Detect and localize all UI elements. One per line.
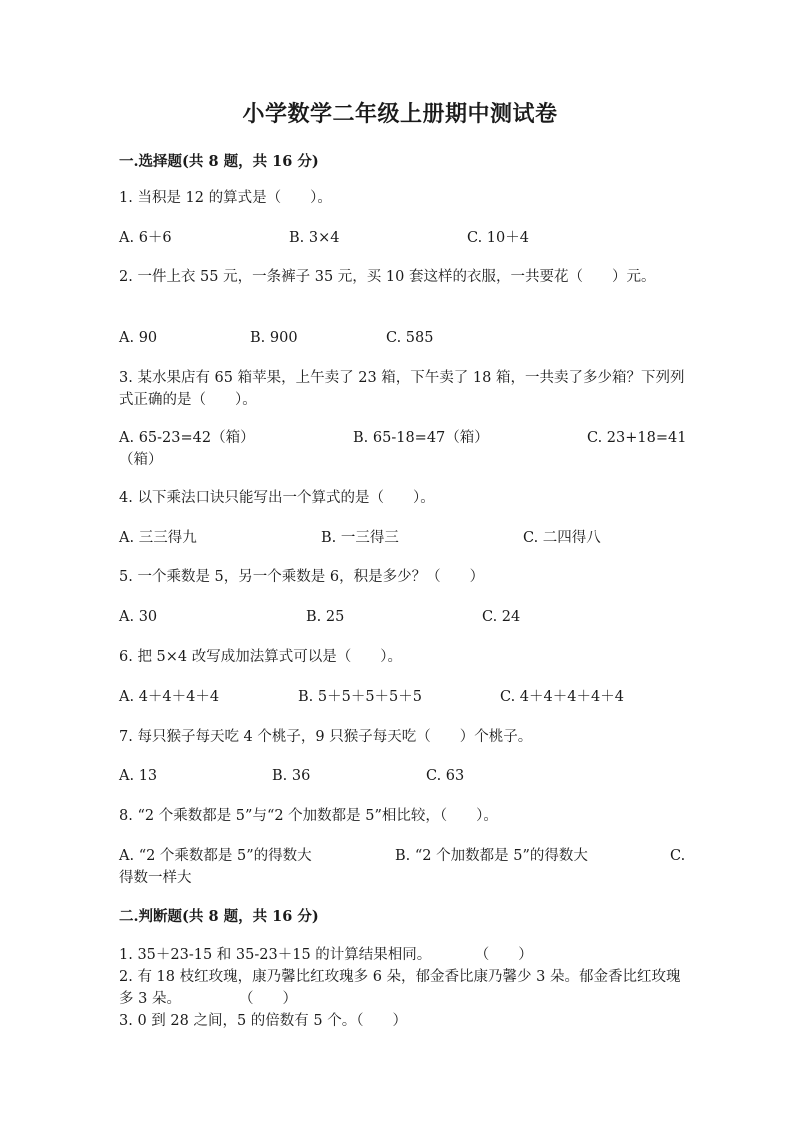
option-c: C. 10＋4	[467, 230, 529, 246]
option-c: C. 二四得八	[523, 530, 601, 546]
question-3: 3. 某水果店有 65 箱苹果，上午卖了 23 箱，下午卖了 18 箱，一共卖了多少箱？下列列式正确的是（ ）。	[119, 370, 685, 408]
option-b: B. “2 个加数都是 5”的得数大	[395, 848, 588, 864]
judgement-2: 2. 有 18 枝红玫瑰，康乃馨比红玫瑰多 6 朵，郁金香比康乃馨少 3 朵。郁金香比红玫瑰多 3 朵。 （ ）	[119, 969, 681, 1007]
option-a: A. “2 个乘数都是 5”的得数大	[119, 848, 312, 864]
question-8: 8. “2 个乘数都是 5”与“2 个加数都是 5”相比较，（ ）。	[119, 808, 498, 824]
option-a: A. 三三得九	[119, 530, 197, 546]
question-7: 7. 每只猴子每天吃 4 个桃子，9 只猴子每天吃（ ）个桃子。	[119, 729, 533, 745]
option-b: B. 65-18=47（箱）	[353, 430, 489, 446]
option-b: B. 900	[250, 330, 298, 346]
judgement-1: 1. 35＋23-15 和 35-23＋15 的计算结果相同。 （ ）	[119, 947, 533, 963]
option-b: B. 36	[272, 768, 311, 784]
question-6-options	[119, 686, 685, 730]
option-a: A. 13	[119, 768, 158, 784]
section-header-judge: 二.判断题(共 8 题，共 16 分)	[119, 908, 319, 925]
section-header-choice: 一.选择题(共 8 题，共 16 分)	[119, 153, 319, 170]
option-c: C. 23+18=41	[587, 430, 687, 446]
question-3-options	[119, 427, 685, 471]
question-8-options	[119, 845, 685, 889]
option-b: B. 3×4	[289, 230, 340, 246]
question-4: 4. 以下乘法口诀只能写出一个算式的是（ ）。	[119, 490, 435, 506]
option-c: C. 4＋4＋4＋4＋4	[500, 689, 624, 705]
option-c: C.	[670, 848, 686, 864]
question-2-options	[119, 327, 685, 371]
option-c: C. 63	[426, 768, 465, 784]
question-5: 5. 一个乘数是 5，另一个乘数是 6，积是多少？（ ）	[119, 569, 485, 585]
question-2: 2. 一件上衣 55 元，一条裤子 35 元，买 10 套这样的衣服，一共要花（ ）元。	[119, 269, 656, 285]
question-5-options	[119, 606, 685, 650]
option-b: B. 一三得三	[321, 530, 399, 546]
option-c-continued: （箱）	[119, 452, 163, 468]
question-7-options	[119, 765, 685, 809]
judgement-3: 3. 0 到 28 之间，5 的倍数有 5 个。（ ）	[119, 1013, 407, 1029]
question-1: 1. 当积是 12 的算式是（ ）。	[119, 190, 332, 206]
question-6: 6. 把 5×4 改写成加法算式可以是（ ）。	[119, 649, 403, 665]
question-1-options	[119, 227, 685, 271]
option-a: A. 4＋4＋4＋4	[119, 689, 220, 705]
question-4-options	[119, 527, 685, 571]
option-c-continued: 得数一样大	[119, 870, 192, 886]
page-title: 小学数学二年级上册期中测试卷	[242, 101, 558, 127]
option-a: A. 65-23=42（箱）	[119, 430, 255, 446]
option-a: A. 6＋6	[119, 230, 172, 246]
option-a: A. 30	[119, 609, 158, 625]
option-c: C. 585	[386, 330, 434, 346]
option-b: B. 25	[306, 609, 345, 625]
option-a: A. 90	[119, 330, 158, 346]
option-b: B. 5＋5＋5＋5＋5	[298, 689, 423, 705]
option-c: C. 24	[482, 609, 521, 625]
